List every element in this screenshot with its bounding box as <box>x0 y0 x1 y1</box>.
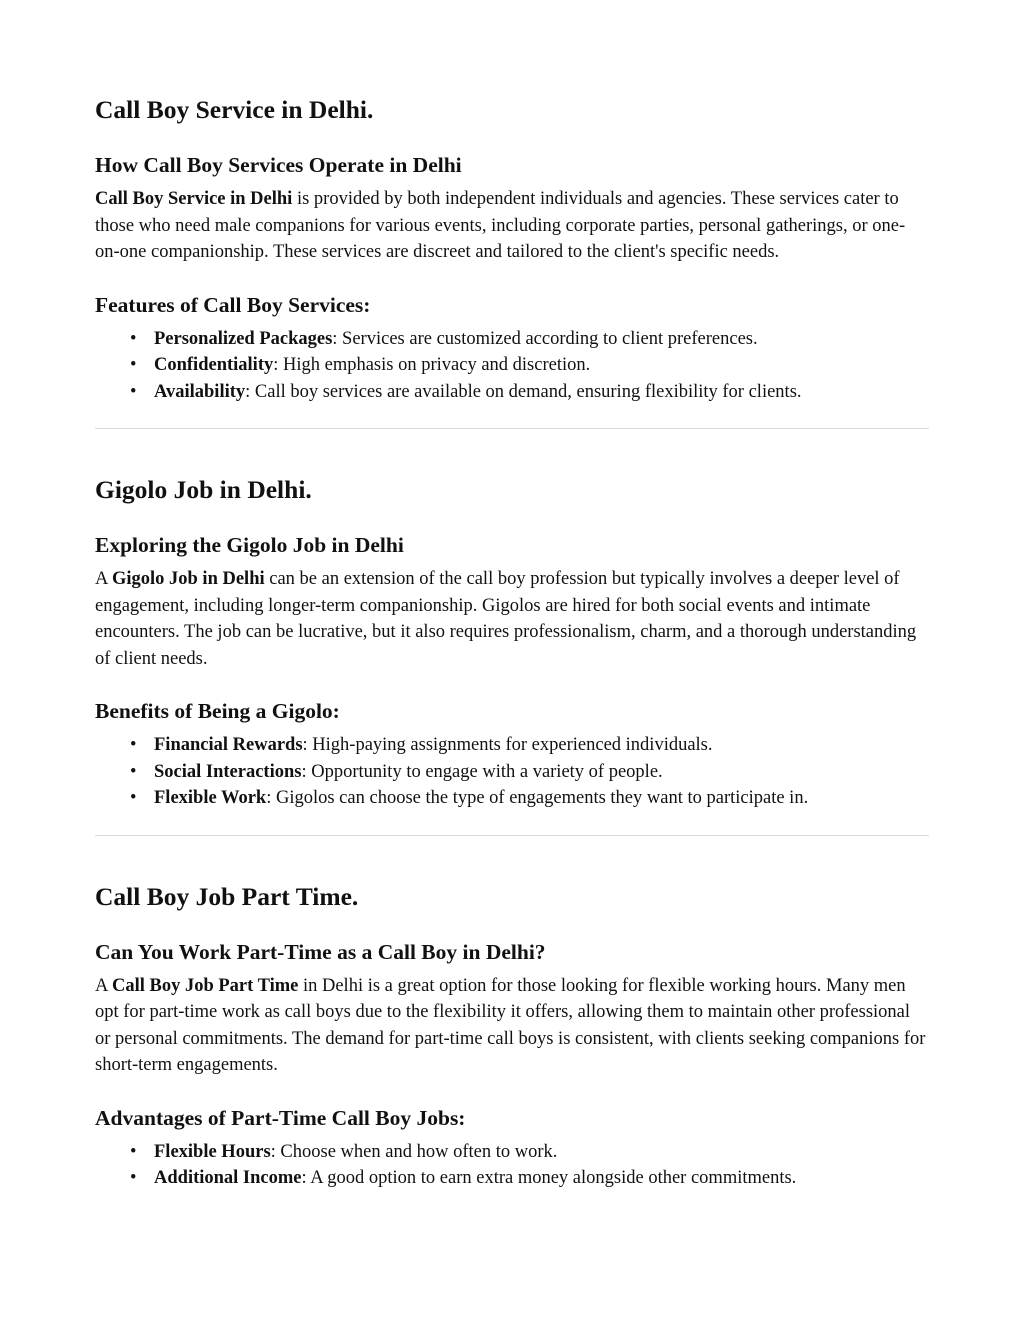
list-heading: Benefits of Being a Gigolo: <box>95 699 340 723</box>
list-item-term: Availability <box>154 381 246 402</box>
list-item <box>95 759 929 786</box>
list-item-text: : Gigolos can choose the type of engagements they want to participate in. <box>266 788 809 808</box>
section-subheading: How Call Boy Services Operate in Delhi <box>95 153 462 177</box>
list-heading: Features of Call Boy Services: <box>95 292 371 317</box>
section-paragraph <box>95 566 929 672</box>
section-title: Gigolo Job in Delhi. <box>95 475 312 504</box>
list-item-text: : Choose when and how often to work. <box>270 1141 558 1162</box>
section-divider <box>95 835 929 836</box>
section-part-time-job <box>95 881 929 1192</box>
list-item <box>95 732 929 759</box>
bullet-list <box>95 732 929 812</box>
list-item <box>95 1165 929 1192</box>
list-item <box>95 1139 929 1166</box>
list-item <box>95 379 929 406</box>
bullet-icon: • <box>130 1141 137 1162</box>
list-item <box>95 352 929 379</box>
list-item-text: : Opportunity to engage with a variety of people. <box>301 761 663 782</box>
section-subheading: Can You Work Part-Time as a Call Boy in Delhi? <box>95 939 546 964</box>
section-paragraph <box>95 186 929 266</box>
list-item-text: : High emphasis on privacy and discretion. <box>273 355 591 375</box>
section-subheading: Exploring the Gigolo Job in Delhi <box>95 533 404 557</box>
bullet-icon: • <box>130 735 137 755</box>
bullet-icon: • <box>130 328 137 349</box>
bullet-list <box>95 1139 929 1192</box>
section-title: Call Boy Job Part Time. <box>95 881 359 911</box>
section-call-boy-service <box>95 94 929 429</box>
bullet-list <box>95 326 929 406</box>
list-item-term: Confidentiality <box>154 355 274 375</box>
paragraph-prefix: A <box>95 975 112 996</box>
list-item <box>95 785 929 812</box>
list-item-term: Personalized Packages <box>154 328 333 349</box>
section-divider <box>95 428 929 429</box>
bullet-icon: • <box>130 761 137 782</box>
paragraph-text: can be an extension of the call boy profession but typically involves a deeper level of engagement, including longer-term companionship. Gigolos are hired for both social events and intimate encounters. The job can be lucrative, but it also requires professionalism, charm, and a thorough understanding of client needs. <box>95 569 917 669</box>
list-item-term: Financial Rewards <box>154 735 303 755</box>
bullet-icon: • <box>130 788 137 808</box>
list-item-term: Additional Income <box>154 1168 302 1188</box>
list-item-text: : High-paying assignments for experienced individuals. <box>302 735 713 755</box>
paragraph-prefix: A <box>95 569 112 589</box>
paragraph-bold-term: Call Boy Service in Delhi <box>95 189 293 209</box>
bullet-icon: • <box>130 355 137 375</box>
list-item-text: : Services are customized according to client preferences. <box>332 328 758 349</box>
list-item-term: Social Interactions <box>154 761 302 782</box>
list-item-text: : A good option to earn extra money alongside other commitments. <box>301 1168 797 1188</box>
section-paragraph <box>95 973 929 1079</box>
paragraph-bold-term: Call Boy Job Part Time <box>111 975 299 996</box>
bullet-icon: • <box>130 381 137 402</box>
list-item-term: Flexible Work <box>154 788 267 808</box>
paragraph-bold-term: Gigolo Job in Delhi <box>111 569 265 589</box>
section-gigolo-job <box>95 474 929 836</box>
list-item-term: Flexible Hours <box>154 1141 271 1162</box>
paragraph-text: in Delhi is a great option for those looking for flexible working hours. Many men opt for part-time work as call boys due to the flexibility it offers, allowing them to maintain other professional or personal commitments. The demand for part-time call boys is consistent, with clients seeking companions for short-term engagements. <box>95 975 926 1075</box>
list-item <box>95 326 929 353</box>
list-item-text: : Call boy services are available on demand, ensuring flexibility for clients. <box>245 381 802 402</box>
section-title: Call Boy Service in Delhi. <box>95 95 374 124</box>
bullet-icon: • <box>130 1168 137 1188</box>
list-heading: Advantages of Part-Time Call Boy Jobs: <box>95 1105 466 1130</box>
paragraph-text: is provided by both independent individuals and agencies. These services cater to those who need male companions for various events, including corporate parties, personal gatherings, or one-on-one companionship. These services are discreet and tailored to the client's specific needs. <box>95 189 906 262</box>
